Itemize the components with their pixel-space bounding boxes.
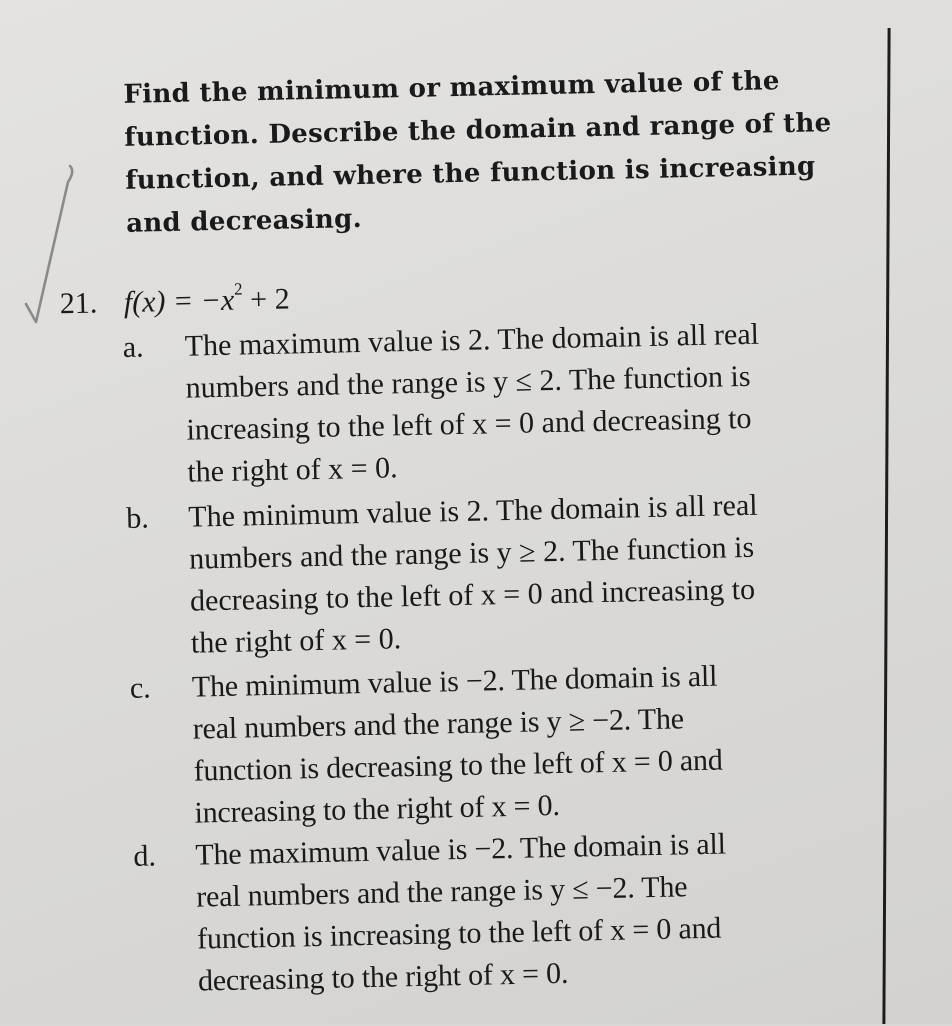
option-text [195, 820, 898, 1003]
instructions-line: Find the minimum or maximum value of the [123, 66, 780, 110]
option-line: real numbers and the range is y ≤ −2. The [195, 870, 688, 914]
option-letter: a. [122, 330, 144, 364]
option-letter: b. [126, 501, 150, 535]
option-line: The maximum value is −2. The domain is all [195, 827, 727, 872]
option-line: The minimum value is −2. The domain is all [191, 659, 718, 704]
option-line: the right of x = 0. [190, 622, 402, 660]
instructions-line: function. Describe the domain and range of the [124, 108, 832, 153]
option-line: function is increasing to the left of x = 0 and [196, 911, 722, 956]
option-line: increasing to the left of x = 0 and decreasing to [186, 401, 752, 447]
function-rhs: + 2 [242, 282, 290, 317]
option-letter: c. [129, 671, 152, 705]
function-lhs: f(x) = −x [123, 283, 235, 319]
option-line: increasing to the right of x = 0. [194, 788, 561, 830]
option-text [191, 652, 894, 835]
function-exponent: 2 [233, 279, 243, 299]
option-line: The maximum value is 2. The domain is all real [184, 317, 760, 363]
option-letter: d. [133, 839, 157, 873]
option-line: decreasing to the left of x = 0 and increasing to [189, 572, 756, 618]
option-text [188, 482, 891, 665]
option-line: numbers and the range is y ≤ 2. The function is [185, 359, 751, 405]
option-line: decreasing to the right of x = 0. [197, 956, 569, 998]
option-line: the right of x = 0. [187, 451, 398, 489]
instructions-line: function, and where the function is increasing [124, 151, 816, 196]
option-text [184, 311, 887, 494]
option-line: real numbers and the range is y ≥ −2. The [192, 702, 685, 746]
option-line: function is decreasing to the left of x = 0 and [193, 743, 723, 788]
question-21 [59, 278, 290, 321]
option-line: The minimum value is 2. The domain is all real [187, 488, 758, 534]
instructions [123, 59, 846, 246]
instructions-line: and decreasing. [125, 203, 363, 239]
option-line: numbers and the range is y ≥ 2. The function is [188, 530, 755, 576]
question-number: 21. [59, 286, 98, 321]
